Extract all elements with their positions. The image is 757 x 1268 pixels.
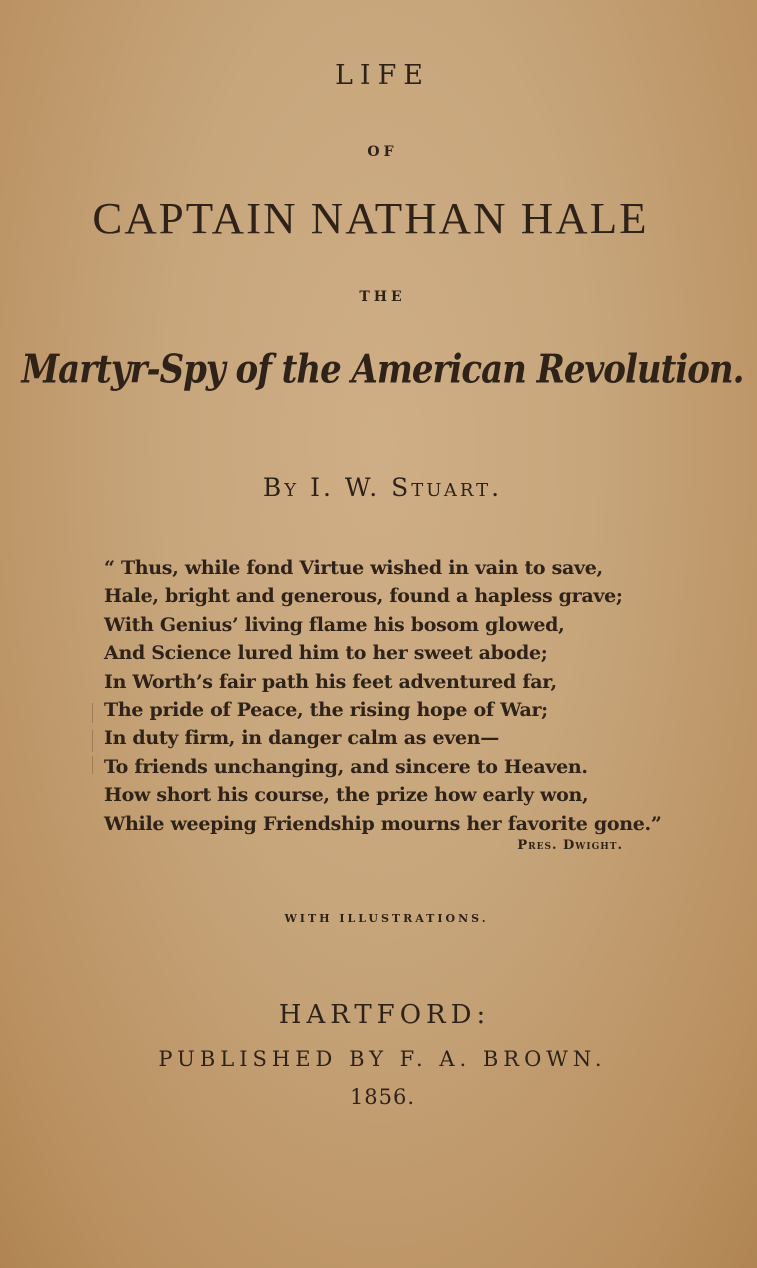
epigraph-line: The pride of Peace, the rising hope of War; [104,699,548,722]
subtitle: Martyr-Spy of the American Revolution. [21,347,744,393]
epigraph-line: “ Thus, while fond Virtue wished in vain to save, [104,557,603,579]
title-line-of: OF [367,144,398,160]
epigraph-attribution: Pres. Dwight. [517,838,623,853]
title-line-the: THE [359,289,406,305]
margin-mark [92,756,93,774]
publication-place: HARTFORD: [278,1000,491,1030]
epigraph-line: In Worth’s fair path his feet adventured far, [104,670,557,693]
margin-mark [92,703,93,723]
epigraph-line: While weeping Friendship mourns her favorite gone.” [104,812,662,835]
illustrations-note: WITH ILLUSTRATIONS. [284,912,489,925]
epigraph-line: Hale, bright and generous, found a hapless grave; [104,585,623,608]
title-line-life: LIFE [334,60,431,91]
epigraph-line: With Genius’ living flame his bosom glowed, [104,613,565,636]
epigraph-line: How short his course, the prize how early won, [104,784,589,807]
margin-mark [92,730,93,752]
publisher-line: PUBLISHED BY F. A. BROWN. [158,1047,607,1071]
main-title: CAPTAIN NATHAN HALE [92,194,649,243]
epigraph-line: In duty firm, in danger calm as even— [104,727,500,750]
epigraph [104,554,664,838]
epigraph-line: And Science lured him to her sweet abode; [104,642,548,665]
publication-year: 1856. [349,1085,416,1109]
epigraph-line: To friends unchanging, and sincere to Heaven. [104,755,588,778]
author-line: By I. W. Stuart. [262,473,503,502]
